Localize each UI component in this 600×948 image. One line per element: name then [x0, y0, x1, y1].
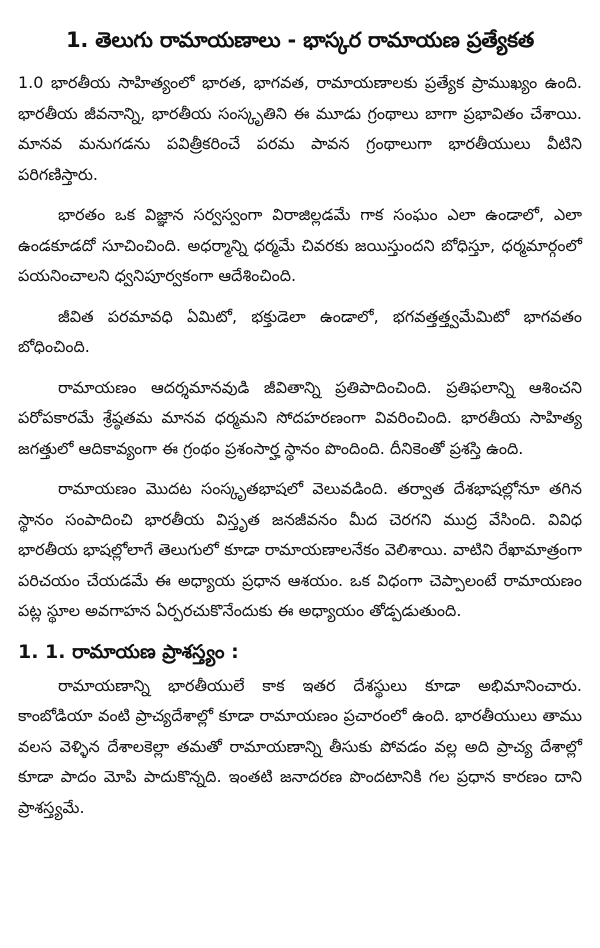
chapter-title: 1. తెలుగు రామాయణాలు - భాస్కర రామాయణ ప్రత్యేకత: [66, 28, 534, 52]
body-paragraph: రామాయణం ఆదర్శమానవుడి జీవితాన్ని ప్రతిపాదించింది. ప్రతిఫలాన్ని ఆశించని పరోపకారమే శ్రేష్ఠతమ మానవ ధర్మమని సోదహరణంగా వివరించింది. భారతీయ సాహిత్య జగత్తులో ఆదికావ్యంగా ఈ గ్రంథం ప్రశంసార్హ స్థానం పొందింది. దీనికెంతో ప్రశస్తి ఉంది.: [18, 377, 582, 458]
section-paragraph: రామాయణాన్ని భారతీయులే కాక ఇతర దేశస్థులు కూడా అభిమానించారు. కాంబోడియా వంటి ప్రాచ్యదేశాల్లో కూడా రామాయణం ప్రచారంలో ఉంది. భారతీయులు తాము వలస వెళ్ళిన దేశాలకెల్లా తమతో రామాయణాన్ని తీసుకు పోవడం వల్ల అది ప్రాచ్య దేశాల్లో కూడా పాదం మోపి పాదుకొన్నది. ఇంతటి జనాదరణ పొందటానికి గల ప్రధాన కారణం దాని ప్రాశస్త్యమే.: [18, 675, 582, 817]
body-paragraph: భారతం ఒక విజ్ఞాన సర్వస్వంగా విరాజిల్లడమే గాక సంఘం ఎలా ఉండాలో, ఎలా ఉండకూడదో సూచించింది. అధర్మాన్ని ధర్మమే చివరకు జయిస్తుందని బోధిస్తూ, ధర్మమార్గంలో పయనించాలని ధ్వనిపూర్వకంగా ఆదేశించింది.: [18, 205, 582, 285]
body-paragraph: జీవిత పరమావధి ఏమిటో, భక్తుడెలా ఉండాలో, భగవత్తత్త్వమేమిటో భాగవతం బోధించింది.: [18, 306, 582, 356]
body-paragraph: రామాయణం మొదట సంస్కృతభాషలో వెలువడింది. తర్వాత దేశభాషల్లోనూ తగిన స్థానం సంపాదించి భారతీయ విస్తృత జనజీవనం మీద చెరగని ముద్ర వేసింది. వివిధ భారతీయ భాషల్లోలాగే తెలుగులో కూడా రామాయణాలనేకం వెలిశాయి. వాటిని రేఖామాత్రంగా పరిచయం చేయడమే ఈ అధ్యాయ ప్రధాన ఆశయం. ఒక విధంగా చెప్పాలంటే రామాయణం పట్ల స్థూల అవగాహన ఏర్పరచుకొనేందుకు ఈ అధ్యాయం తోడ్పడుతుంది.: [18, 479, 582, 620]
body-paragraph: 1.0 భారతీయ సాహిత్యంలో భారత, భాగవత, రామాయణాలకు ప్రత్యేక ప్రాముఖ్యం ఉంది. భారతీయ జీవనాన్ని, భారతీయ సంస్కృతిని ఈ మూడు గ్రంథాలు బాగా ప్రభావితం చేశాయి. మానవ మనుగడను పవిత్రీకరించే పరమ పావన గ్రంథాలుగా భారతీయులు వీటిని పరిగణిస్తారు.: [18, 73, 582, 184]
section-title: 1. 1. రామాయణ ప్రాశస్త్యం :: [18, 640, 239, 663]
